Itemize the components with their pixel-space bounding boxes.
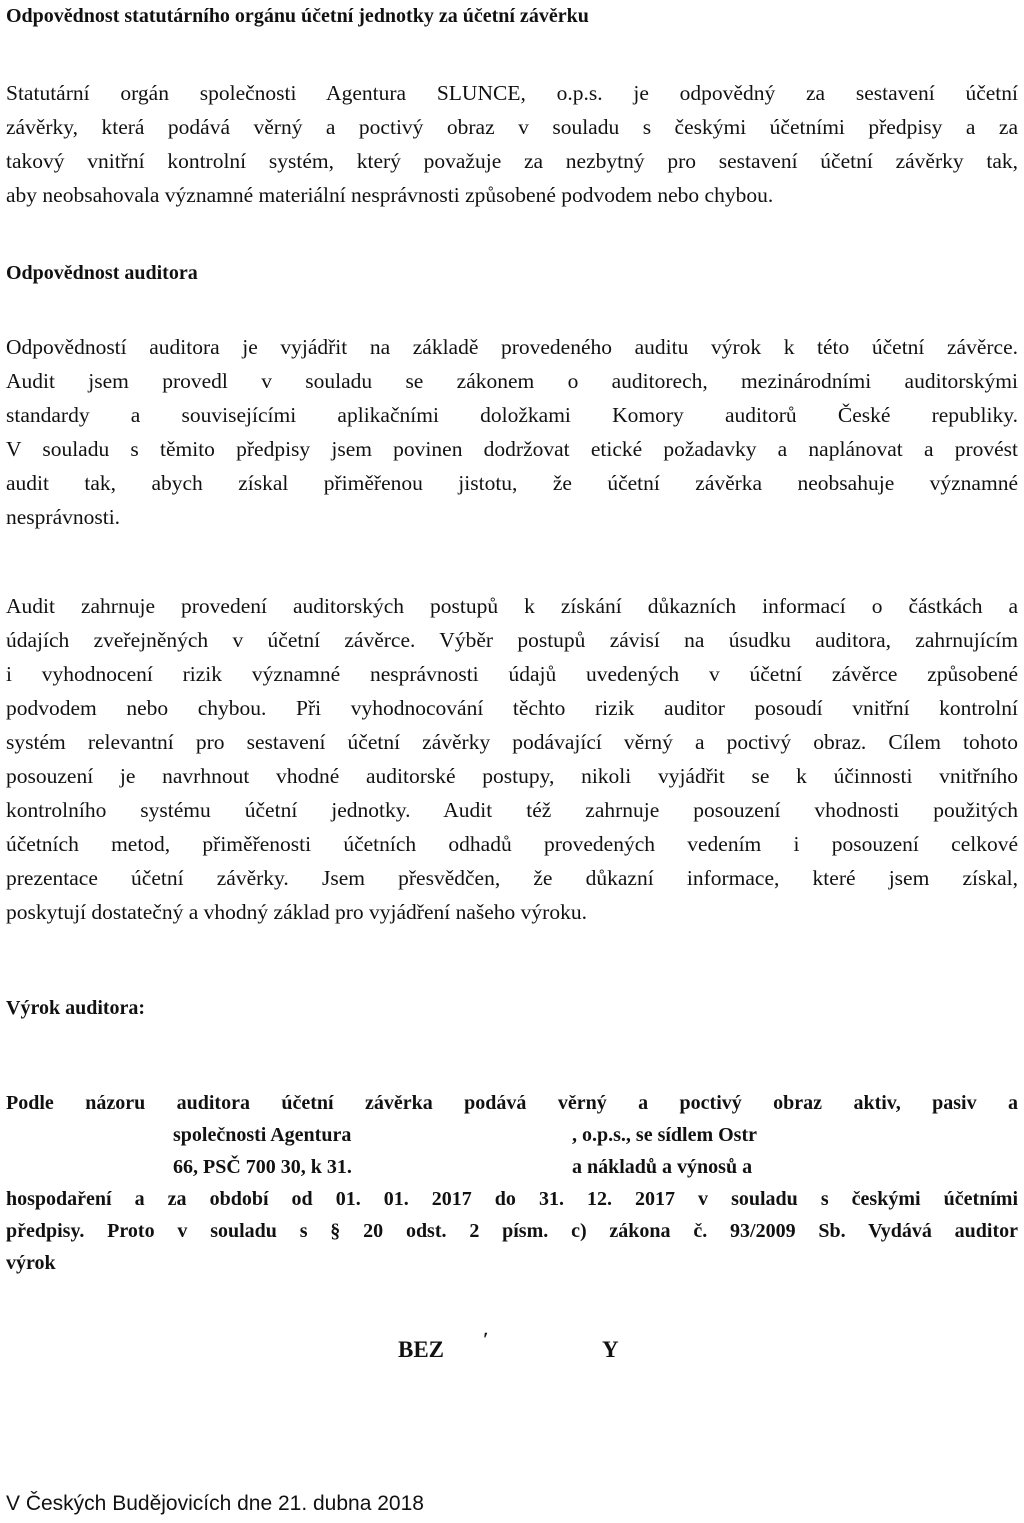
text-line: podvodem nebo chybou. Při vyhodnocování těchto rizik auditor posoudí vnitřní kontrolní [6,696,1018,720]
opinion-line-redacted [6,1151,1018,1183]
text-line: posouzení je navrhnout vhodné auditorské postupy, nikoli vyjádřit se k účinnosti vnitřního [6,764,1018,788]
text-line: systém relevantní pro sestavení účetní závěrky podávající věrný a poctivý obraz. Cílem tohoto [6,730,1018,754]
opinion-line: hospodaření a za období od 01. 01. 2017 do 31. 12. 2017 v souladu s českými účetními [6,1188,1018,1210]
heading-auditor-opinion: Výrok auditora: [6,997,146,1019]
text-line: prezentace účetní závěrky. Jsem přesvědčen, že důkazní informace, které jsem získal, [6,866,1018,890]
text-line: takový vnitřní kontrolní systém, který považuje za nezbytný pro sestavení účetní závěrky tak, [6,149,1018,173]
text-line: Statutární orgán společnosti Agentura SLUNCE, o.p.s. je odpovědný za sestavení účetní [6,81,1018,105]
place-and-date: V Českých Budějovicích dne 21. dubna 2018 [6,1492,424,1515]
verdict-fragment-left: BEZ [398,1337,445,1362]
opinion-line: předpisy. Proto v souladu s § 20 odst. 2 písm. c) zákona č. 93/2009 Sb. Vydává auditor [6,1220,1018,1242]
text-line: účetních metod, přiměřenosti účetních odhadů provedených vedením i posouzení celkové [6,832,1018,856]
opinion-fragment: a nákladů a výnosů a [572,1156,753,1178]
paragraph-statutory-responsibility [6,76,1018,212]
opinion-fragment: společnosti Agentura [173,1124,352,1146]
opinion-fragment: , o.p.s., se sídlem Ostr [572,1124,757,1146]
opinion-line-redacted [6,1119,1018,1151]
text-line: závěrky, která podává věrný a poctivý obraz v souladu s českými účetními předpisy a za [6,115,1018,139]
text-line: nesprávnosti. [6,505,121,529]
text-line: audit tak, abych získal přiměřenou jistotu, že účetní závěrka neobsahuje významné [6,471,1018,495]
text-line: i vyhodnocení rizik významné nesprávnosti údajů uvedených v účetní závěrce způsobené [6,662,1018,686]
text-line: Audit jsem provedl v souladu se zákonem o auditorech, mezinárodními auditorskými [6,369,1018,393]
text-line: údajích zveřejněných v účetní závěrce. Výběr postupů závisí na úsudku auditora, zahrnujícím [6,628,1018,652]
paragraph-auditor-responsibility-2 [6,589,1018,929]
text-line: aby neobsahovala významné materiální nesprávnosti způsobené podvodem nebo chybou. [6,183,774,207]
paragraph-auditor-responsibility-1 [6,330,1018,534]
text-line: poskytují dostatečný a vhodný základ pro vyjádření našeho výroku. [6,900,587,924]
paragraph-auditor-opinion [6,1087,1018,1279]
verdict-mark: ʹ [483,1329,489,1351]
text-line: Audit zahrnuje provedení auditorských postupů k získání důkazních informací o částkách a [6,594,1018,618]
verdict-fragment-right: Y [602,1337,619,1362]
text-line: standardy a souvisejícími aplikačními doložkami Komory auditorů České republiky. [6,403,1018,427]
text-line: kontrolního systému účetní jednotky. Audit též zahrnuje posouzení vhodnosti použitých [6,798,1018,822]
text-line: V souladu s těmito předpisy jsem povinen dodržovat etické požadavky a naplánovat a provést [6,437,1018,461]
text-line: Odpovědností auditora je vyjádřit na základě provedeného auditu výrok k této účetní závěrce. [6,335,1018,359]
opinion-fragment: 66, PSČ 700 30, k 31. [173,1156,352,1178]
heading-auditor-responsibility: Odpovědnost auditora [6,262,198,284]
opinion-line: Podle názoru auditora účetní závěrka podává věrný a poctivý obraz aktiv, pasiv a [6,1092,1018,1114]
heading-statutory-responsibility: Odpovědnost statutárního orgánu účetní jednotky za účetní závěrku [6,5,589,27]
opinion-line: výrok [6,1252,56,1274]
